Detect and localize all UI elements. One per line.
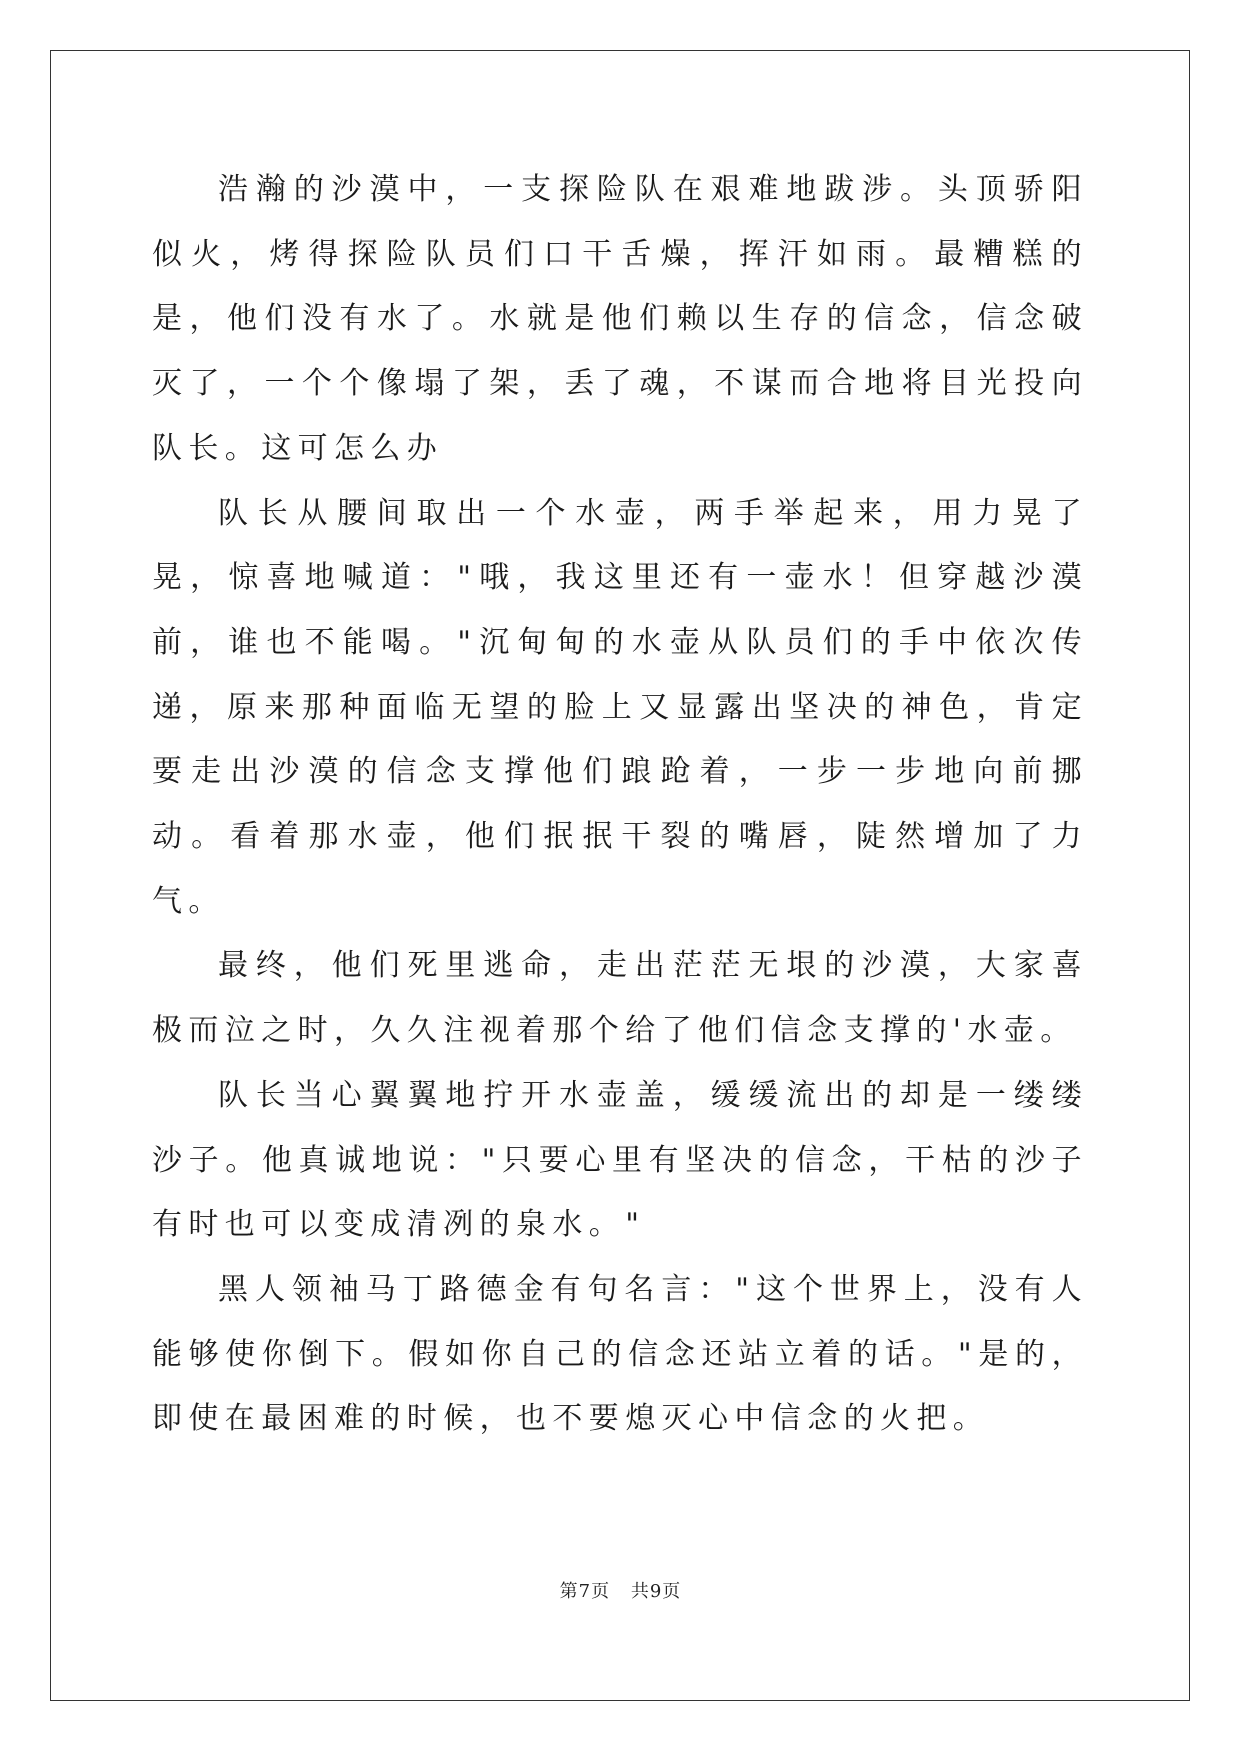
- page-footer: [0, 1577, 1241, 1603]
- paragraph: 最终，他们死里逃命，走出茫茫无垠的沙漠，大家喜极而泣之时，久久注视着那个给了他们信念支撑的'水壶。: [152, 948, 1088, 1049]
- paragraph: 队长当心翼翼地拧开水壶盖，缓缓流出的却是一缕缕沙子。他真诚地说："只要心里有坚决的信念，干枯的沙子有时也可以变成清冽的泉水。": [152, 1077, 1088, 1243]
- paragraph: 黑人领袖马丁路德金有句名言："这个世界上，没有人能够使你倒下。假如你自己的信念还站立着的话。"是的，即使在最困难的时候，也不要熄灭心中信念的火把。: [152, 1271, 1088, 1437]
- paragraph: 队长从腰间取出一个水壶，两手举起来，用力晃了晃，惊喜地喊道："哦，我这里还有一壶水！但穿越沙漠前，谁也不能喝。"沉甸甸的水壶从队员们的手中依次传递，原来那种面临无望的脸上又显露出坚决的神色，肯定要走出沙漠的信念支撑他们踉跄着，一步一步地向前挪动。看着那水壶，他们抿抿干裂的嘴唇，陡然增加了力气。: [152, 495, 1088, 919]
- paragraph: 浩瀚的沙漠中，一支探险队在艰难地跋涉。头顶骄阳似火，烤得探险队员们口干舌燥，挥汗如雨。最糟糕的是，他们没有水了。水就是他们赖以生存的信念，信念破灭了，一个个像塌了架，丢了魂，不谋而合地将目光投向队长。这可怎么办: [152, 172, 1088, 466]
- document-body: [152, 158, 1088, 1452]
- page-number: 第7页: [559, 1581, 611, 1602]
- page-total: 共9页: [630, 1581, 682, 1602]
